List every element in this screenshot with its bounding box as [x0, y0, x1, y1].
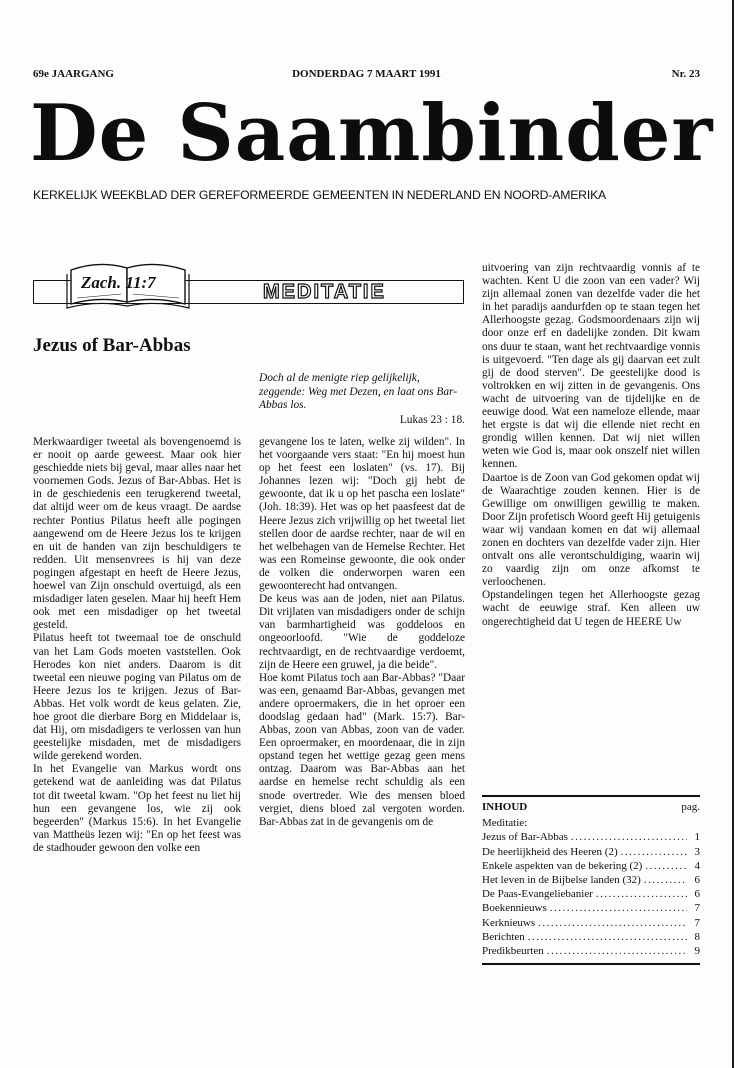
toc-item-page: 1	[694, 831, 700, 844]
toc-item	[482, 901, 700, 915]
page-edge	[732, 0, 734, 1068]
toc-leader	[644, 873, 687, 887]
toc-item-label: Het leven in de Bijbelse landen (32)	[482, 874, 641, 887]
toc-leader	[538, 916, 687, 930]
toc-item-label: De Paas-Evangeliebanier	[482, 888, 593, 901]
issue-date: DONDERDAG 7 MAART 1991	[292, 68, 441, 80]
toc-item-label: Meditatie:	[482, 817, 528, 830]
epigraph-text: Doch al de menigte riep gelijkelijk, zeggende: Weg met Dezen, en laat ons Bar-Abbas los.	[259, 372, 458, 412]
open-book-icon	[63, 258, 193, 310]
toc-item-page: 6	[694, 874, 700, 887]
toc-item-page: 7	[694, 916, 700, 929]
toc-item-label: Enkele aspekten van de bekering (2)	[482, 859, 643, 872]
masthead	[30, 86, 714, 186]
issue-line	[33, 68, 700, 82]
issue-volume: 69e JAARGANG	[33, 68, 114, 80]
toc-item	[482, 830, 700, 844]
section-label: MEDITATIE	[263, 281, 386, 303]
article-column-3	[482, 262, 700, 629]
toc-item-page: 3	[694, 845, 700, 858]
toc-item	[482, 859, 700, 873]
toc-item-label: Predikbeurten	[482, 945, 544, 958]
toc-header	[482, 800, 700, 814]
toc-leader	[621, 845, 687, 859]
toc-item	[482, 944, 700, 958]
toc-item-label: Jezus of Bar-Abbas	[482, 831, 568, 844]
toc-item-label: Berichten	[482, 930, 525, 943]
toc-item	[482, 916, 700, 930]
masthead-subtitle: KERKELIJK WEEKBLAD DER GEREFORMEERDE GEMEENTEN IN NEDERLAND EN NOORD-AMERIKA	[33, 188, 607, 202]
article-title: Jezus of Bar-Abbas	[33, 335, 191, 356]
toc-leader	[528, 930, 687, 944]
toc-item	[482, 873, 700, 887]
table-of-contents	[482, 795, 700, 965]
paragraph: Hoe komt Pilatus toch aan Bar-Abbas? "Daar was een, genaamd Bar-Abbas, gevangen met andere oproermakers, die in het oproer een doodslag gedaan had" (Mark. 15:7). Bar-Abbas, zoon van Abbas, zoon van de vader. Een oproermaker, en moordenaar, die in zijn opstand tegen het wettige gezag geen mens ontzag. Daarom was Bar-Abbas aan het aardse en hemelse recht schuldig als een snode overtreder. Wie des mensen bloed vergiet, diens bloed zal vergoten worden. Bar-Abbas zat in de gevangenis om de	[259, 671, 465, 828]
toc-leader	[596, 887, 687, 901]
toc-leader	[547, 944, 687, 958]
toc-item	[482, 816, 700, 830]
toc-title: INHOUD	[482, 801, 528, 813]
toc-leader	[550, 901, 687, 915]
paragraph: Daartoe is de Zoon van God gekomen opdat wij de Waarachtige zouden kennen. Hier is de Gewillige om onwilligen gewillig te maken. Door Zijn profetisch Woord geeft Hij getuigenis waar wij vandaan komen en dat wij allemaal zonen en dochters van dezelfde vader zijn. Hier ontvalt ons alle verontschuldiging, waarin wij zo vaardig zijn om onze afkomst te verloochenen.	[482, 471, 700, 589]
paragraph: Opstandelingen tegen het Allerhoogste gezag wacht de eeuwige straf. Ken alleen uw ongerechtigheid dat U tegen de HEERE Uw	[482, 589, 700, 628]
meditation-banner	[33, 258, 464, 316]
toc-item-page: 4	[694, 859, 700, 872]
paragraph: uitvoering van zijn rechtvaardig vonnis af te wachten. Kent U die zoon van een vader? Wij zijn allemaal zonen van dezelfde vader die het in het paradijs aandurfden op te staan tegen het Allerhoogste gezag. Godsmoordenaars zijn wij door onze erf en dadelijke zonden. Dit kwam ons duur te staan, want het rechtvaardige vonnis is uitgevoerd. "Ten dage als gij daarvan eet zult gij de dood sterven". De geestelijke dood is voltrokken en wij zitten in de gevangenis. Ons wacht de uitvoering van de tijdelijke en de eeuwige dood. Wat een nameloze ellende, maar het ergste is dat wij die ellende niet recht en grondig willen kennen. Dat wij niet willen weten wie God is, maar ook onszelf niet willen kennen.	[482, 262, 700, 471]
toc-item-page: 9	[694, 945, 700, 958]
paragraph: gevangene los te laten, welke zij wilden". In het voorgaande vers staat: "En hij moest hun op het feest een loslaten" (vs. 17). Bij Johannes lezen wij: "Doch gij hebt de gewoonte, dat ik u op het pascha een loslate" (Joh. 18:39). Het was op het paasfeest dat de Heere Jezus zich vrijwillig op het tweetal liet stellen door de aardse rechter, naar de wil en het welbehagen van de Hemelse Rechter. Het was een Romeinse gewoonte, die ook onder de volken die onderworpen waren een gewoonterecht had ontvangen.	[259, 436, 465, 593]
toc-item	[482, 930, 700, 944]
banner-scripture: Zach. 11:7	[81, 273, 156, 292]
article-column-1	[33, 436, 241, 855]
toc-item-label: Kerknieuws	[482, 916, 536, 929]
toc-page-label: pag.	[681, 801, 700, 813]
toc-item-page: 6	[694, 888, 700, 901]
toc-leader	[571, 830, 687, 844]
toc-leader	[645, 859, 687, 873]
epigraph	[259, 372, 465, 427]
issue-number: Nr. 23	[671, 68, 700, 80]
toc-item-page: 8	[694, 930, 700, 943]
toc-item-page: 7	[694, 902, 700, 915]
toc-item-label: Boekennieuws	[482, 902, 547, 915]
paragraph: Merkwaardiger tweetal als bovengenoemd is er nooit op aarde geweest. Maar ook hier geschiedde niets bij geval, maar alles naar het voornemen Gods. Jezus of Bar-Abbas. Het is in de geschiedenis een terugkerend tweetal, dat altijd weer om de keus vraagt. De aardse rechter Pontius Pilatus heeft alle pogingen aangewend om de Heere Jezus los te krijgen en uit de handen van zijn beschuldigers te redden. Uit mensenvrees is hij van deze pogingen afgestapt en heeft de Heere Jezus, hoewel van Zijn onschuld overtuigd, als een misdadiger laten geselen. Maar hij heeft Hem ook met een misdadiger op het tweetal gesteld.	[33, 436, 241, 632]
paragraph: In het Evangelie van Markus wordt ons getekend wat de aanleiding was dat Pilatus tot dit tweetal kwam. "Op het feest nu liet hij hun een gevangene los, wie zij ook begeerden" (Markus 15:6). In het Evangelie van Mattheüs lezen wij: "En op het feest was de stadhouder gewoon den volke een	[33, 763, 241, 854]
paragraph: Pilatus heeft tot tweemaal toe de onschuld van het Lam Gods moeten vaststellen. Ook Herodes kon niet anders. Daarom is dit tweetal een nieuwe poging van Pilatus om de Heere Jezus los te krijgen. Jezus of Bar-Abbas. Het volk wordt de keus gelaten. Zie, hoe groot die dierbare Borg en Middelaar is, dat Hij, om misdadigers te verlossen van hun geestelijke misdaden, met de misdadigers wilde gerekend worden.	[33, 632, 241, 763]
toc-item	[482, 887, 700, 901]
masthead-title: De Saambinder	[30, 88, 714, 179]
article-column-2	[259, 436, 465, 829]
epigraph-reference: Lukas 23 : 18.	[399, 413, 465, 426]
toc-item-label: De heerlijkheid des Heeren (2)	[482, 845, 618, 858]
paragraph: De keus was aan de joden, niet aan Pilatus. Dit vrijlaten van misdadigers onder de schijn van barmhartigheid was goddeloos en ongeoorloofd. "Wie de goddeloze rechtvaardigt, en de rechtvaardige verdoemt, zijn de Heere een gruwel, ja die beide".	[259, 593, 465, 671]
toc-item	[482, 845, 700, 859]
